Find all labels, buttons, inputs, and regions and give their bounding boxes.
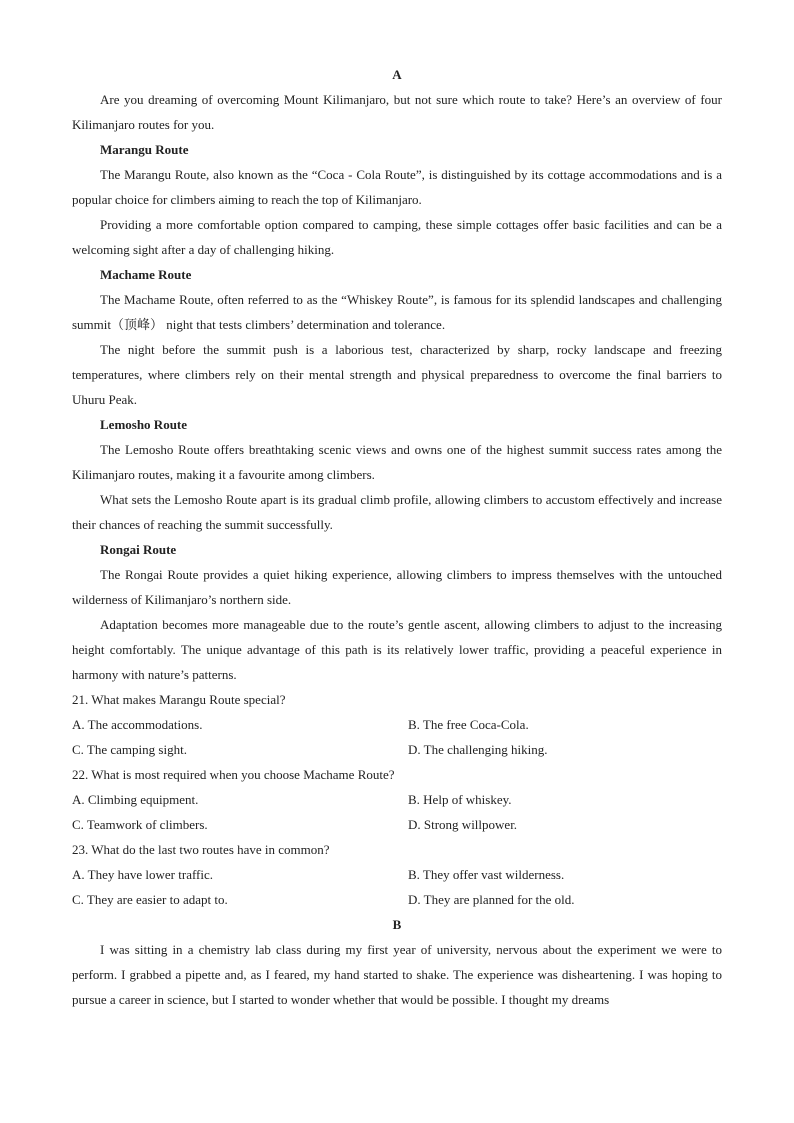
route-paragraph: Adaptation becomes more manageable due to the route’s gentle ascent, allowing climbers to adjust to the increasing height comfortably. The unique advantage of this path is its relatively lower traffic, providing a peaceful experience in harmony with nature’s patterns. bbox=[72, 617, 722, 682]
section-b-paragraph: I was sitting in a chemistry lab class during my first year of university, nervous about the experiment we were to perform. I grabbed a pipette and, as I feared, my hand started to shake. The experience was disheartening. I was hoping to pursue a career in science, but I started to wonder whether that would be possible. I thought my dreams bbox=[72, 942, 722, 1007]
route-paragraph: The Marangu Route, also known as the “Coca - Cola Route”, is distinguished by its cottage accommodations and is a popular choice for climbers aiming to reach the top of Kilimanjaro. bbox=[72, 167, 722, 207]
question-21 bbox=[72, 687, 722, 762]
section-a-intro: Are you dreaming of overcoming Mount Kilimanjaro, but not sure which route to take? Here’s an overview of four Kilimanjaro routes for you. bbox=[72, 92, 722, 132]
answer-options bbox=[72, 862, 722, 912]
section-b-label: B bbox=[392, 917, 402, 932]
answer-option: C. The camping sight. bbox=[72, 742, 187, 757]
question-stem: 21. What makes Marangu Route special? bbox=[72, 692, 286, 707]
answer-option: D. Strong willpower. bbox=[408, 817, 518, 832]
route-heading-rongai: Rongai Route bbox=[100, 542, 177, 557]
route-paragraph: What sets the Lemosho Route apart is its gradual climb profile, allowing climbers to accustom effectively and increase their chances of reaching the summit successfully. bbox=[72, 492, 722, 532]
section-a-label: A bbox=[392, 67, 402, 82]
answer-option: B. The free Coca-Cola. bbox=[408, 717, 529, 732]
route-paragraph: The night before the summit push is a laborious test, characterized by sharp, rocky landscape and freezing temperatures, where climbers rely on their mental strength and physical preparedness to overcome the final barriers to Uhuru Peak. bbox=[72, 342, 722, 407]
answer-option: C. Teamwork of climbers. bbox=[72, 817, 208, 832]
answer-option: C. They are easier to adapt to. bbox=[72, 892, 228, 907]
question-stem: 22. What is most required when you choose Machame Route? bbox=[72, 767, 395, 782]
answer-options bbox=[72, 787, 722, 837]
answer-option: D. They are planned for the old. bbox=[408, 892, 575, 907]
answer-option: B. Help of whiskey. bbox=[408, 792, 512, 807]
answer-option: D. The challenging hiking. bbox=[408, 742, 548, 757]
answer-option: A. They have lower traffic. bbox=[72, 867, 214, 882]
answer-option: A. The accommodations. bbox=[72, 717, 203, 732]
answer-options bbox=[72, 712, 722, 762]
route-heading-lemosho: Lemosho Route bbox=[100, 417, 188, 432]
answer-option: A. Climbing equipment. bbox=[72, 792, 199, 807]
route-paragraph: The Lemosho Route offers breathtaking scenic views and owns one of the highest summit success rates among the Kilimanjaro routes, making it a favourite among climbers. bbox=[72, 442, 722, 482]
question-22 bbox=[72, 762, 722, 837]
route-paragraph: Providing a more comfortable option compared to camping, these simple cottages offer basic facilities and can be a welcoming sight after a day of challenging hiking. bbox=[72, 217, 722, 257]
route-paragraph: The Rongai Route provides a quiet hiking experience, allowing climbers to impress themselves with the untouched wilderness of Kilimanjaro’s northern side. bbox=[72, 567, 722, 607]
question-23 bbox=[72, 837, 722, 912]
route-heading-machame: Machame Route bbox=[100, 267, 192, 282]
exam-page bbox=[72, 62, 722, 1012]
route-paragraph: The Machame Route, often referred to as the “Whiskey Route”, is famous for its splendid landscapes and challenging summit（顶峰） night that tests climbers’ determination and tolerance. bbox=[72, 292, 722, 332]
question-stem: 23. What do the last two routes have in common? bbox=[72, 842, 330, 857]
route-heading-marangu: Marangu Route bbox=[100, 142, 189, 157]
answer-option: B. They offer vast wilderness. bbox=[408, 867, 565, 882]
